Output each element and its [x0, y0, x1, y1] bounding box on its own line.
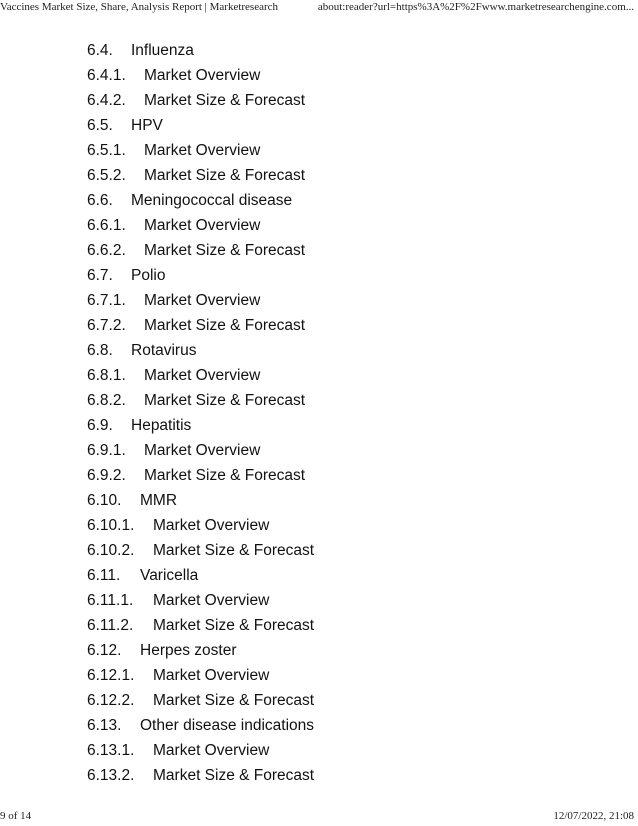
toc-subsection-entry [87, 163, 314, 188]
toc-entry-number: 6.7.2. [87, 317, 126, 334]
toc-subsection-entry [87, 688, 314, 713]
toc-section-entry [87, 488, 314, 513]
toc-entry-number: 6.12.2. [87, 692, 135, 709]
toc-entry-label: Other disease indications [140, 717, 315, 734]
toc-entry-label: Market Overview [144, 367, 261, 384]
toc-subsection-entry [87, 613, 314, 638]
toc-subsection-entry [87, 538, 314, 563]
toc-entry-number: 6.11.1. [87, 592, 134, 609]
toc-entry-label: Market Overview [144, 442, 261, 459]
toc-entry-label: Market Size & Forecast [153, 617, 315, 634]
toc-entry-label: Market Overview [153, 667, 270, 684]
toc-entry-label: Market Size & Forecast [144, 242, 306, 259]
table-of-contents [87, 38, 314, 788]
toc-entry-label: Market Overview [153, 592, 270, 609]
toc-entry-label: Polio [131, 267, 166, 284]
toc-subsection-entry [87, 88, 314, 113]
toc-subsection-entry [87, 213, 314, 238]
toc-entry-label: Market Size & Forecast [144, 92, 306, 109]
toc-subsection-entry [87, 663, 314, 688]
toc-entry-label: Market Size & Forecast [144, 167, 306, 184]
toc-subsection-entry [87, 288, 314, 313]
toc-subsection-entry [87, 363, 314, 388]
toc-section-entry [87, 563, 314, 588]
toc-subsection-entry [87, 763, 314, 788]
toc-entry-number: 6.7.1. [87, 292, 126, 309]
toc-subsection-entry [87, 313, 314, 338]
toc-entry-number: 6.6. [87, 192, 113, 209]
toc-section-entry [87, 263, 314, 288]
toc-entry-label: Market Size & Forecast [153, 767, 315, 784]
toc-section-entry [87, 38, 314, 63]
toc-entry-number: 6.11. [87, 567, 121, 584]
toc-subsection-entry [87, 138, 314, 163]
toc-section-entry [87, 638, 314, 663]
toc-section-entry [87, 188, 314, 213]
toc-entry-label: Herpes zoster [140, 642, 237, 659]
toc-entry-label: HPV [131, 117, 163, 134]
toc-entry-label: Market Overview [144, 217, 261, 234]
toc-entry-label: Hepatitis [131, 417, 192, 434]
page-number: 9 of 14 [0, 810, 32, 822]
toc-section-entry [87, 413, 314, 438]
toc-entry-number: 6.8. [87, 342, 113, 359]
toc-entry-label: Rotavirus [131, 342, 197, 359]
toc-section-entry [87, 338, 314, 363]
toc-entry-number: 6.7. [87, 267, 113, 284]
toc-entry-label: MMR [140, 492, 178, 509]
toc-entry-label: Market Overview [144, 142, 261, 159]
toc-subsection-entry [87, 513, 314, 538]
toc-entry-label: Market Overview [153, 517, 270, 534]
toc-entry-label: Market Size & Forecast [144, 467, 306, 484]
toc-entry-number: 6.11.2. [87, 617, 134, 634]
toc-entry-number: 6.6.2. [87, 242, 126, 259]
toc-entry-number: 6.10.2. [87, 542, 135, 559]
toc-entry-number: 6.12. [87, 642, 122, 659]
toc-section-entry [87, 113, 314, 138]
toc-entry-label: Market Size & Forecast [144, 392, 306, 409]
toc-entry-label: Influenza [131, 42, 194, 59]
toc-entry-number: 6.4.1. [87, 67, 126, 84]
toc-entry-number: 6.5.1. [87, 142, 126, 159]
toc-entry-number: 6.8.2. [87, 392, 126, 409]
toc-entry-label: Varicella [140, 567, 199, 584]
toc-entry-label: Market Overview [144, 292, 261, 309]
toc-entry-number: 6.4.2. [87, 92, 126, 109]
toc-subsection-entry [87, 63, 314, 88]
toc-entry-label: Market Overview [144, 67, 261, 84]
toc-subsection-entry [87, 388, 314, 413]
toc-entry-number: 6.13. [87, 717, 122, 734]
toc-entry-label: Market Size & Forecast [153, 692, 315, 709]
toc-entry-number: 6.12.1. [87, 667, 135, 684]
toc-entry-number: 6.9. [87, 417, 113, 434]
toc-subsection-entry [87, 588, 314, 613]
toc-entry-label: Meningococcal disease [131, 192, 293, 209]
toc-entry-number: 6.9.1. [87, 442, 126, 459]
toc-entry-label: Market Overview [153, 742, 270, 759]
toc-entry-number: 6.13.2. [87, 767, 135, 784]
toc-subsection-entry [87, 438, 314, 463]
toc-entry-number: 6.4. [87, 42, 113, 59]
toc-entry-number: 6.5.2. [87, 167, 126, 184]
toc-subsection-entry [87, 738, 314, 763]
toc-subsection-entry [87, 238, 314, 263]
toc-entry-label: Market Size & Forecast [153, 542, 315, 559]
toc-section-entry [87, 713, 314, 738]
toc-entry-number: 6.5. [87, 117, 113, 134]
toc-entry-number: 6.8.1. [87, 367, 126, 384]
page-header-url: about:reader?url=https%3A%2F%2Fwww.marketresearchengine.com... [317, 1, 634, 13]
page-header-title: Vaccines Market Size, Share, Analysis Report | Marketresearch [0, 1, 279, 13]
toc-entry-number: 6.10. [87, 492, 122, 509]
toc-entry-label: Market Size & Forecast [144, 317, 306, 334]
toc-subsection-entry [87, 463, 314, 488]
toc-entry-number: 6.10.1. [87, 517, 135, 534]
toc-entry-number: 6.13.1. [87, 742, 135, 759]
toc-entry-number: 6.6.1. [87, 217, 126, 234]
print-datetime: 12/07/2022, 21:08 [553, 810, 634, 822]
toc-entry-number: 6.9.2. [87, 467, 126, 484]
